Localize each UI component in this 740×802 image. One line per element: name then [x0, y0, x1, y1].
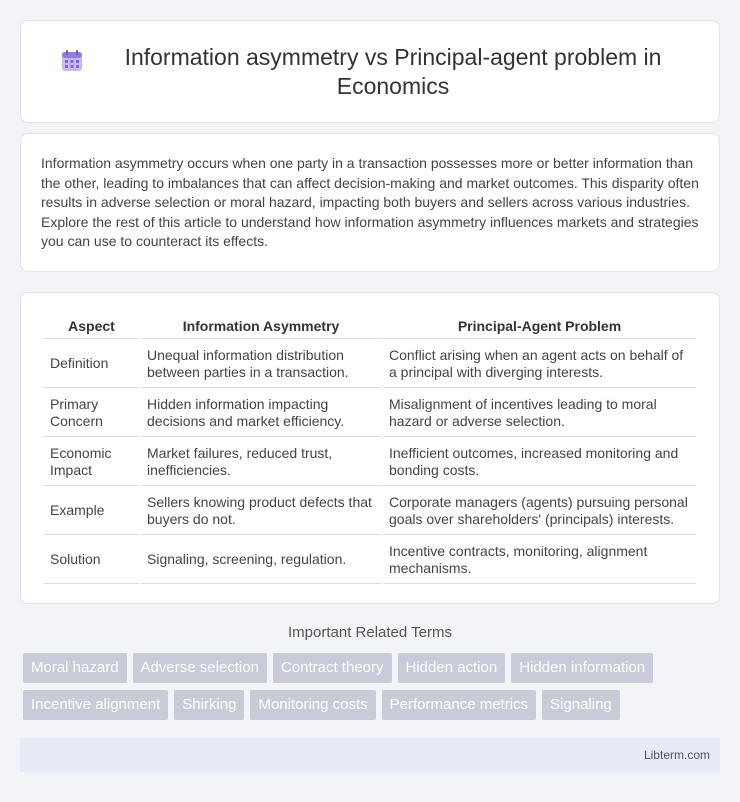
table-row — [44, 341, 696, 388]
tag-shirking[interactable]: Shirking — [174, 690, 244, 720]
comparison-table — [42, 313, 698, 586]
cell-aspect: Solution — [44, 537, 139, 584]
related-terms-section — [20, 624, 720, 720]
cell-aspect: Example — [44, 488, 139, 535]
cell-principal-agent: Inefficient outcomes, increased monitoring and bonding costs. — [383, 439, 696, 486]
intro-paragraph: Information asymmetry occurs when one party in a transaction possesses more or better information than the other, leading to imbalances that can affect decision-making and market outcomes. This disparity often results in adverse selection or moral hazard, impacting both buyers and sellers across various industries. Explore the rest of this article to understand how information asymmetry influences markets and strategies you can use to counteract its effects. — [41, 155, 699, 250]
cell-principal-agent: Misalignment of incentives leading to moral hazard or adverse selection. — [383, 390, 696, 437]
tag-monitoring-costs[interactable]: Monitoring costs — [250, 690, 375, 720]
table-row — [44, 488, 696, 535]
footer — [20, 738, 720, 772]
calendar-grid-icon — [60, 49, 84, 73]
cell-info-asymmetry: Hidden information impacting decisions and market efficiency. — [141, 390, 381, 437]
cell-aspect: Definition — [44, 341, 139, 388]
related-terms-tags — [20, 653, 720, 720]
tag-hidden-information[interactable]: Hidden information — [511, 653, 653, 683]
cell-info-asymmetry: Sellers knowing product defects that buyers do not. — [141, 488, 381, 535]
table-header-row — [44, 315, 696, 339]
cell-info-asymmetry: Market failures, reduced trust, inefficiencies. — [141, 439, 381, 486]
tag-adverse-selection[interactable]: Adverse selection — [133, 653, 267, 683]
header-aspect: Aspect — [44, 315, 139, 339]
related-terms-title: Important Related Terms — [288, 624, 452, 641]
page-title: Information asymmetry vs Principal-agent problem in Economics — [124, 43, 662, 99]
tag-incentive-alignment[interactable]: Incentive alignment — [23, 690, 168, 720]
table-row — [44, 439, 696, 486]
cell-info-asymmetry: Signaling, screening, regulation. — [141, 537, 381, 584]
table-row — [44, 390, 696, 437]
cell-aspect: Primary Concern — [44, 390, 139, 437]
cell-aspect: Economic Impact — [44, 439, 139, 486]
table-row — [44, 537, 696, 584]
cell-principal-agent: Incentive contracts, monitoring, alignment mechanisms. — [383, 537, 696, 584]
intro-card — [20, 133, 720, 272]
comparison-table-card — [20, 292, 720, 604]
tag-moral-hazard[interactable]: Moral hazard — [23, 653, 127, 683]
title-card — [20, 20, 720, 123]
cell-principal-agent: Conflict arising when an agent acts on behalf of a principal with diverging interests. — [383, 341, 696, 388]
cell-principal-agent: Corporate managers (agents) pursuing personal goals over shareholders' (principals) interests. — [383, 488, 696, 535]
cell-info-asymmetry: Unequal information distribution between parties in a transaction. — [141, 341, 381, 388]
tag-performance-metrics[interactable]: Performance metrics — [382, 690, 536, 720]
header-principal-agent: Principal-Agent Problem — [383, 315, 696, 339]
footer-brand-link[interactable]: Libterm.com — [643, 748, 710, 762]
title-wrap — [60, 43, 680, 101]
header-information-asymmetry: Information Asymmetry — [141, 315, 381, 339]
tag-hidden-action[interactable]: Hidden action — [398, 653, 506, 683]
tag-contract-theory[interactable]: Contract theory — [273, 653, 392, 683]
tag-signaling[interactable]: Signaling — [542, 690, 620, 720]
